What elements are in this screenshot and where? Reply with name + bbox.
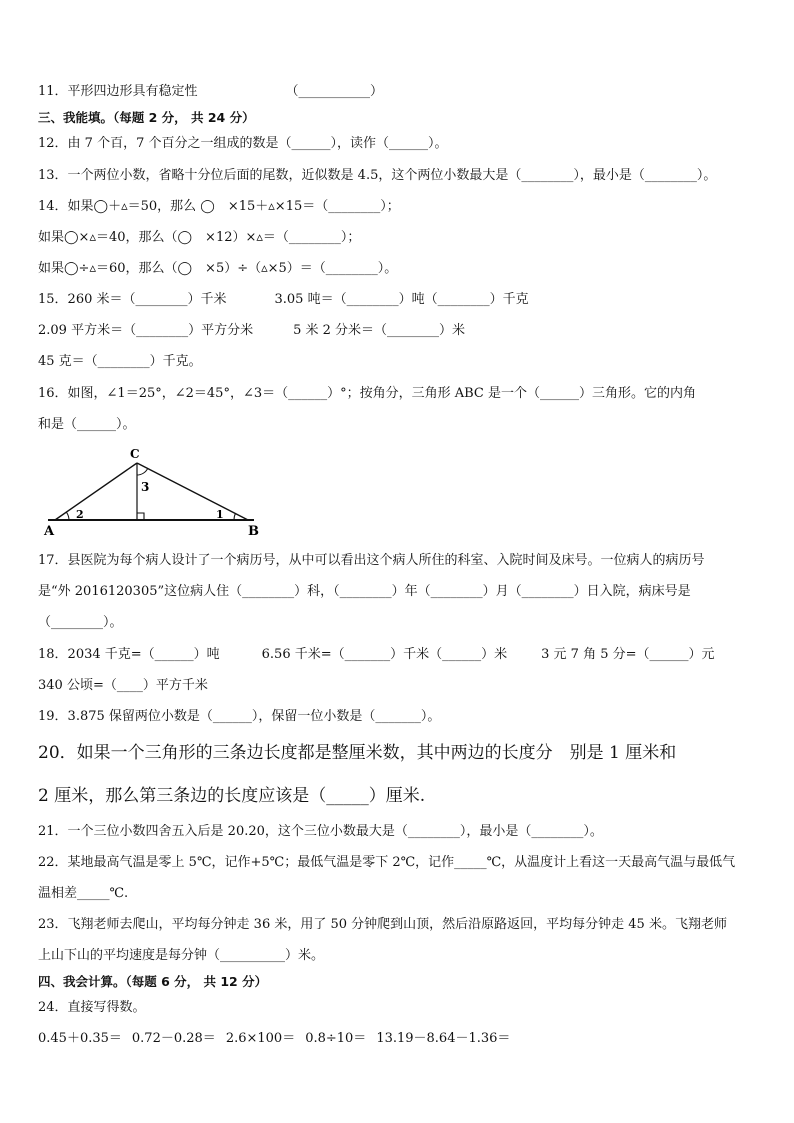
angle-2-arc [67, 512, 70, 520]
question-15-line-3: 45 克＝（________）千克。 [38, 354, 202, 369]
question-16-line-2: 和是（______）。 [38, 417, 136, 432]
q15-part-d: 5 米 2 分米＝（________）米 [293, 323, 466, 338]
question-21: 21．一个三位小数四舍五入后是 20.20，这个三位小数最大是（________），最小是（________）。 [38, 824, 603, 839]
question-22-line-2: 温相差_____℃. [38, 886, 129, 901]
question-14-line-1: 14．如果◯＋▵＝50，那么 ◯ ×15＋▵×15＝（________）； [38, 199, 400, 214]
calc-item-3: 2.6×100＝ [225, 1031, 296, 1046]
question-24: 24．直接写得数。 [38, 1000, 146, 1015]
q11-text: 11．平形四边形具有稳定性 [38, 84, 198, 99]
question-18-line-1 [38, 647, 715, 663]
calc-item-2: 0.72－0.28＝ [131, 1031, 216, 1046]
question-15-line-1 [38, 292, 529, 308]
angle-3-arc [137, 469, 148, 476]
question-17-line-3: （________）。 [38, 615, 123, 630]
calc-item-1: 0.45＋0.35＝ [38, 1031, 122, 1046]
q18-part-b: 6.56 千米=（_______）千米（______）米 [261, 647, 508, 662]
label-angle-1: 1 [216, 508, 224, 521]
q15-part-c: 2.09 平方米＝（________）平方分米 [38, 323, 254, 338]
question-24-items [38, 1031, 510, 1047]
side-cb [137, 463, 248, 520]
right-angle-mark [137, 513, 144, 520]
question-18-line-2: 340 公顷=（____）平方千米 [38, 678, 208, 693]
question-17-line-1: 17．县医院为每个病人设计了一个病历号，从中可以看出这个病人所住的科室、入院时间及床号。一位病人的病历号 [38, 553, 705, 568]
q18-part-a: 18．2034 千克=（______）吨 [38, 647, 220, 662]
calc-item-4: 0.8÷10＝ [305, 1031, 367, 1046]
question-20-line-1: 20．如果一个三角形的三条边长度都是整厘米数，其中两边的长度分 别是 1 厘米和 [38, 743, 677, 763]
q18-part-c: 3 元 7 角 5 分=（______）元 [541, 647, 715, 662]
label-b: B [248, 524, 259, 536]
question-23-line-2: 上山下山的平均速度是每分钟（__________）米。 [38, 948, 325, 963]
question-11 [38, 84, 383, 100]
label-c: C [130, 447, 140, 461]
label-a: A [44, 524, 55, 536]
section-4-heading: 四、我会计算。（每题 6 分， 共 12 分） [38, 974, 268, 989]
label-angle-2: 2 [76, 508, 84, 521]
question-16-line-1: 16．如图，∠1＝25°，∠2＝45°，∠3＝（______）°；按角分，三角形 ABC 是一个（______）三角形。它的内角 [38, 386, 697, 401]
question-23-line-1: 23．飞翔老师去爬山，平均每分钟走 36 米，用了 50 分钟爬到山顶，然后沿原路返回，平均每分钟走 45 米。飞翔老师 [38, 917, 727, 932]
calc-item-5: 13.19－8.64－1.36＝ [376, 1031, 511, 1046]
q15-part-a: 15．260 米＝（________）千米 [38, 292, 227, 307]
label-angle-3: 3 [141, 480, 150, 494]
question-19: 19．3.875 保留两位小数是（______），保留一位小数是（_______）。 [38, 709, 441, 724]
side-ac [55, 463, 137, 520]
question-12: 12．由 7 个百，7 个百分之一组成的数是（______），读作（______）。 [38, 136, 448, 151]
q15-part-b: 3.05 吨＝（________）吨（________）千克 [274, 292, 529, 307]
question-17-line-2: 是“外 2016120305”这位病人住（________）科，（________）年（________）月（________）日入院，病床号是 [38, 584, 691, 599]
question-22-line-1: 22．某地最高气温是零上 5℃，记作+5℃；最低气温是零下 2℃，记作_____℃，从温度计上看这一天最高气温与最低气 [38, 855, 736, 870]
q11-answer-blank[interactable]: （___________） [285, 84, 384, 99]
question-13: 13．一个两位小数，省略十分位后面的尾数，近似数是 4.5，这个两位小数最大是（________），最小是（________）。 [38, 168, 717, 183]
triangle-figure [40, 446, 280, 536]
section-3-heading: 三、我能填。（每题 2 分， 共 24 分） [38, 110, 255, 125]
question-14-line-3: 如果◯÷▵＝60，那么（◯ ×5）÷（▵×5）＝（________）。 [38, 261, 398, 276]
question-20-line-2: 2 厘米，那么第三条边的长度应该是（_____）厘米. [38, 786, 426, 806]
question-14-line-2: 如果◯×▵＝40，那么（◯ ×12）×▵＝（________）； [38, 230, 361, 245]
question-15-line-2 [38, 323, 465, 339]
